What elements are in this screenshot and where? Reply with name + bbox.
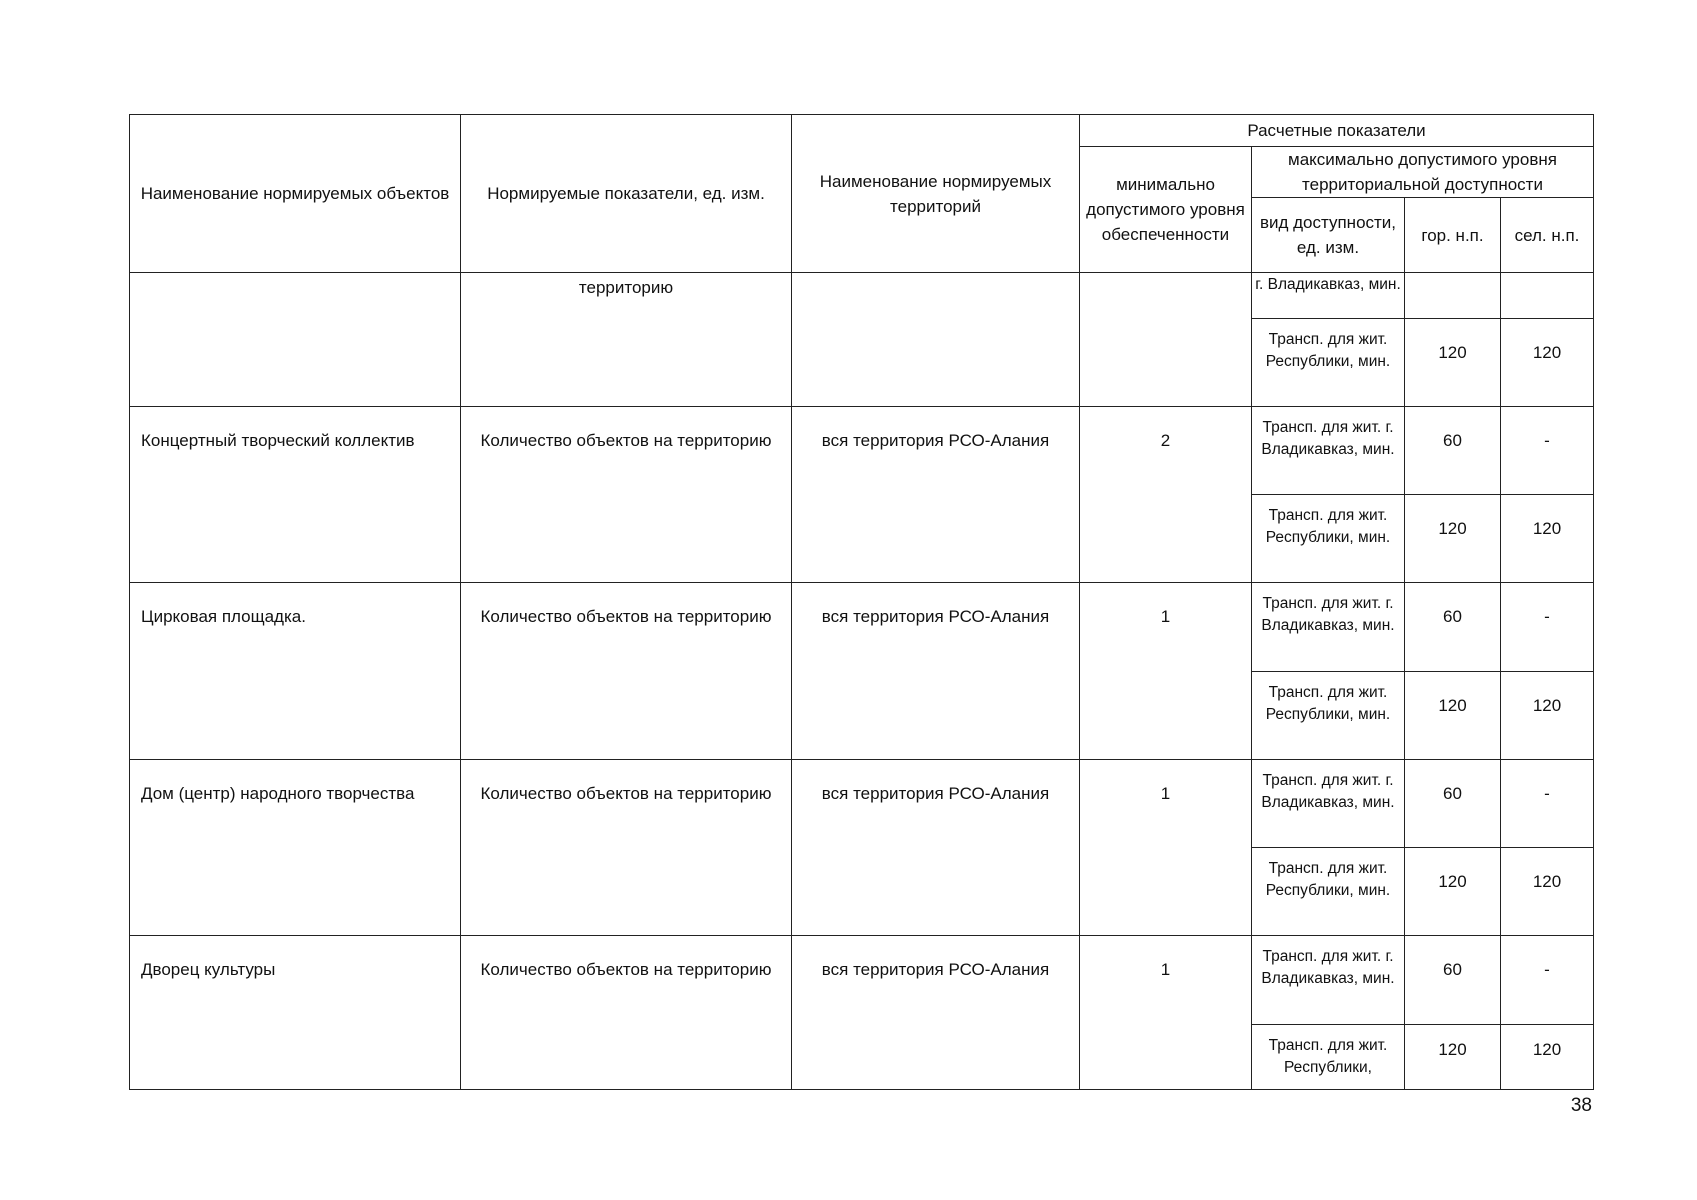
cell-indicator: Количество объектов на территорию: [461, 406, 792, 583]
header-urban: гор. н.п.: [1405, 198, 1501, 273]
cell-min: 1: [1080, 583, 1252, 760]
cell-rural: 120: [1501, 1024, 1594, 1089]
cell-min: [1080, 273, 1252, 406]
cell-rural: [1501, 273, 1594, 318]
page-number: 38: [1570, 1095, 1592, 1116]
cell-rural: 120: [1501, 671, 1594, 759]
cell-rural: -: [1501, 936, 1594, 1024]
cell-urban: 120: [1405, 318, 1501, 406]
cell-territory: вся территория РСО-Алания: [792, 583, 1080, 760]
cell-urban: 120: [1405, 1024, 1501, 1089]
cell-territory: вся территория РСО-Алания: [792, 936, 1080, 1090]
cell-min: 1: [1080, 759, 1252, 936]
cell-object: [130, 273, 461, 406]
cell-indicator: Количество объектов на территорию: [461, 936, 792, 1090]
cell-rural: -: [1501, 406, 1594, 494]
cell-rural: 120: [1501, 318, 1594, 406]
cell-min: 1: [1080, 936, 1252, 1090]
table-row: [130, 273, 1594, 318]
cell-territory: вся территория РСО-Алания: [792, 759, 1080, 936]
header-rural: сел. н.п.: [1501, 198, 1594, 273]
cell-rural: -: [1501, 583, 1594, 671]
table-row: [130, 759, 1594, 847]
cell-access: Трансп. для жит. г. Владикавказ, мин.: [1252, 583, 1405, 671]
cell-rural: -: [1501, 759, 1594, 847]
table-row: [130, 583, 1594, 671]
cell-indicator: территорию: [461, 273, 792, 406]
cell-urban: 60: [1405, 406, 1501, 494]
cell-access: Трансп. для жит. Республики, мин.: [1252, 671, 1405, 759]
cell-rural: 120: [1501, 495, 1594, 583]
cell-indicator: Количество объектов на территорию: [461, 583, 792, 760]
cell-access: Трансп. для жит. Республики,: [1252, 1024, 1405, 1089]
cell-access: Трансп. для жит. г. Владикавказ, мин.: [1252, 936, 1405, 1024]
header-objects: Наименование нормируемых объектов: [130, 115, 461, 273]
cell-access: Трансп. для жит. Республики, мин.: [1252, 848, 1405, 936]
cell-access: г. Владикавказ, мин.: [1252, 273, 1405, 318]
cell-access: Трансп. для жит. Республики, мин.: [1252, 318, 1405, 406]
cell-rural: 120: [1501, 848, 1594, 936]
cell-urban: 60: [1405, 583, 1501, 671]
cell-urban: 60: [1405, 759, 1501, 847]
cell-territory: [792, 273, 1080, 406]
cell-urban: 60: [1405, 936, 1501, 1024]
cell-urban: 120: [1405, 848, 1501, 936]
header-calc: Расчетные показатели: [1080, 115, 1594, 147]
cell-access: Трансп. для жит. г. Владикавказ, мин.: [1252, 406, 1405, 494]
table-row: [130, 406, 1594, 494]
cell-urban: 120: [1405, 495, 1501, 583]
cell-urban: 120: [1405, 671, 1501, 759]
cell-territory: вся территория РСО-Алания: [792, 406, 1080, 583]
cell-indicator: Количество объектов на территорию: [461, 759, 792, 936]
header-min-level: минимально допустимого уровня обеспеченности: [1080, 147, 1252, 273]
table-row: [130, 936, 1594, 1024]
header-access-type: вид доступности, ед. изм.: [1252, 198, 1405, 273]
cell-min: 2: [1080, 406, 1252, 583]
header-territories: Наименование нормируемых территорий: [792, 115, 1080, 273]
cell-urban: [1405, 273, 1501, 318]
cell-object: Дом (центр) народного творчества: [130, 759, 461, 936]
header-indicators: Нормируемые показатели, ед. изм.: [461, 115, 792, 273]
cell-object: Дворец культуры: [130, 936, 461, 1090]
cell-object: Цирковая площадка.: [130, 583, 461, 760]
cell-object: Концертный творческий коллектив: [130, 406, 461, 583]
norms-table: [129, 114, 1594, 1090]
header-max-access: максимально допустимого уровня территориальной доступности: [1252, 147, 1594, 198]
cell-access: Трансп. для жит. г. Владикавказ, мин.: [1252, 759, 1405, 847]
cell-access: Трансп. для жит. Республики, мин.: [1252, 495, 1405, 583]
